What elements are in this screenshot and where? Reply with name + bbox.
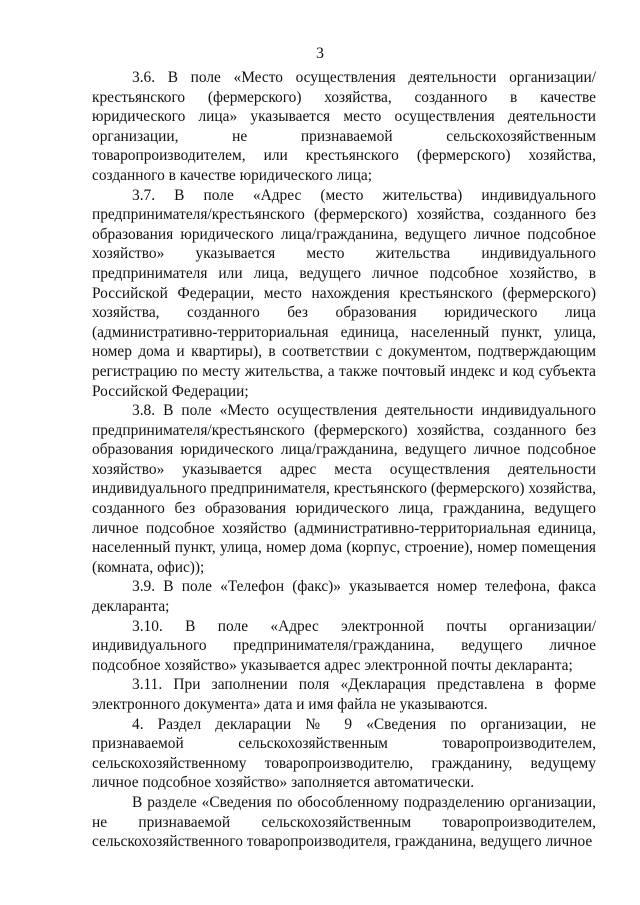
paragraph-3-6: 3.6. В поле «Место осуществления деятельности организации/крестьянского (фермерского) хозяйства, созданного в качестве юридического лица» указывается место осуществления деятельности организации, не признаваемой сельскохозяйственным товаропроизводителем, или крестьянского (фермерского) хозяйства, созданного в качестве юридического лица; — [92, 69, 596, 184]
paragraph-4: 4. Раздел декларации № 9 «Сведения по организации, не признаваемой сельскохозяйственным товаропроизводителем, сельскохозяйственному товаропроизводителю, гражданину, ведущему личное подсобное хозяйство» заполняется автоматически. — [92, 715, 596, 792]
paragraph-3-7: 3.7. В поле «Адрес (место жительства) индивидуального предпринимателя/крестьянского (фермерского) хозяйства, созданного без образования юридического лица/гражданина, ведущего личное подсобное хозяйство» указывается место жительства индивидуального предпринимателя или лица, ведущего личное подсобное хозяйство, в Российской Федерации, место нахождения крестьянского (фермерского) хозяйства, созданного без образования юридического лица (административно-территориальная единица, населенный пункт, улица, номер дома и квартиры), в соответствии с документом, подтверждающим регистрацию по месту жительства, а также почтовый индекс и код субъекта Российской Федерации; — [92, 186, 596, 400]
paragraph-3-9: 3.9. В поле «Телефон (факс)» указывается номер телефона, факса декларанта; — [92, 578, 596, 616]
paragraph-3-11: 3.11. При заполнении поля «Декларация представлена в форме электронного документа» дата и имя файла не указываются. — [92, 676, 596, 713]
paragraph-3-8: 3.8. В поле «Место осуществления деятельности индивидуального предпринимателя/крестьянского (фермерского) хозяйства, созданного без образования юридического лица/гражданина, ведущего личное подсобное хозяйство» указывается адрес места осуществления деятельности индивидуального предпринимателя, крестьянского (фермерского) хозяйства, созданного без образования юридического лица, гражданина, ведущего личное подсобное хозяйство (административно-территориальная единица, населенный пункт, улица, номер дома (корпус, строение), номер помещения (комната, офис)); — [92, 402, 596, 576]
paragraph-3-10: 3.10. В поле «Адрес электронной почты организации/индивидуального предпринимателя/гражданина, ведущего личное подсобное хозяйство» указывается адрес электронной почты декларанта; — [92, 617, 596, 674]
page-number: 3 — [316, 45, 324, 62]
paragraph-section-subdivision: В разделе «Сведения по обособленному подразделению организации, не признаваемой сельскохозяйственным товаропроизводителем, сельскохозяйственного товаропроизводителя, гражданина, ведущего личное — [92, 793, 596, 851]
document-body — [92, 68, 596, 852]
